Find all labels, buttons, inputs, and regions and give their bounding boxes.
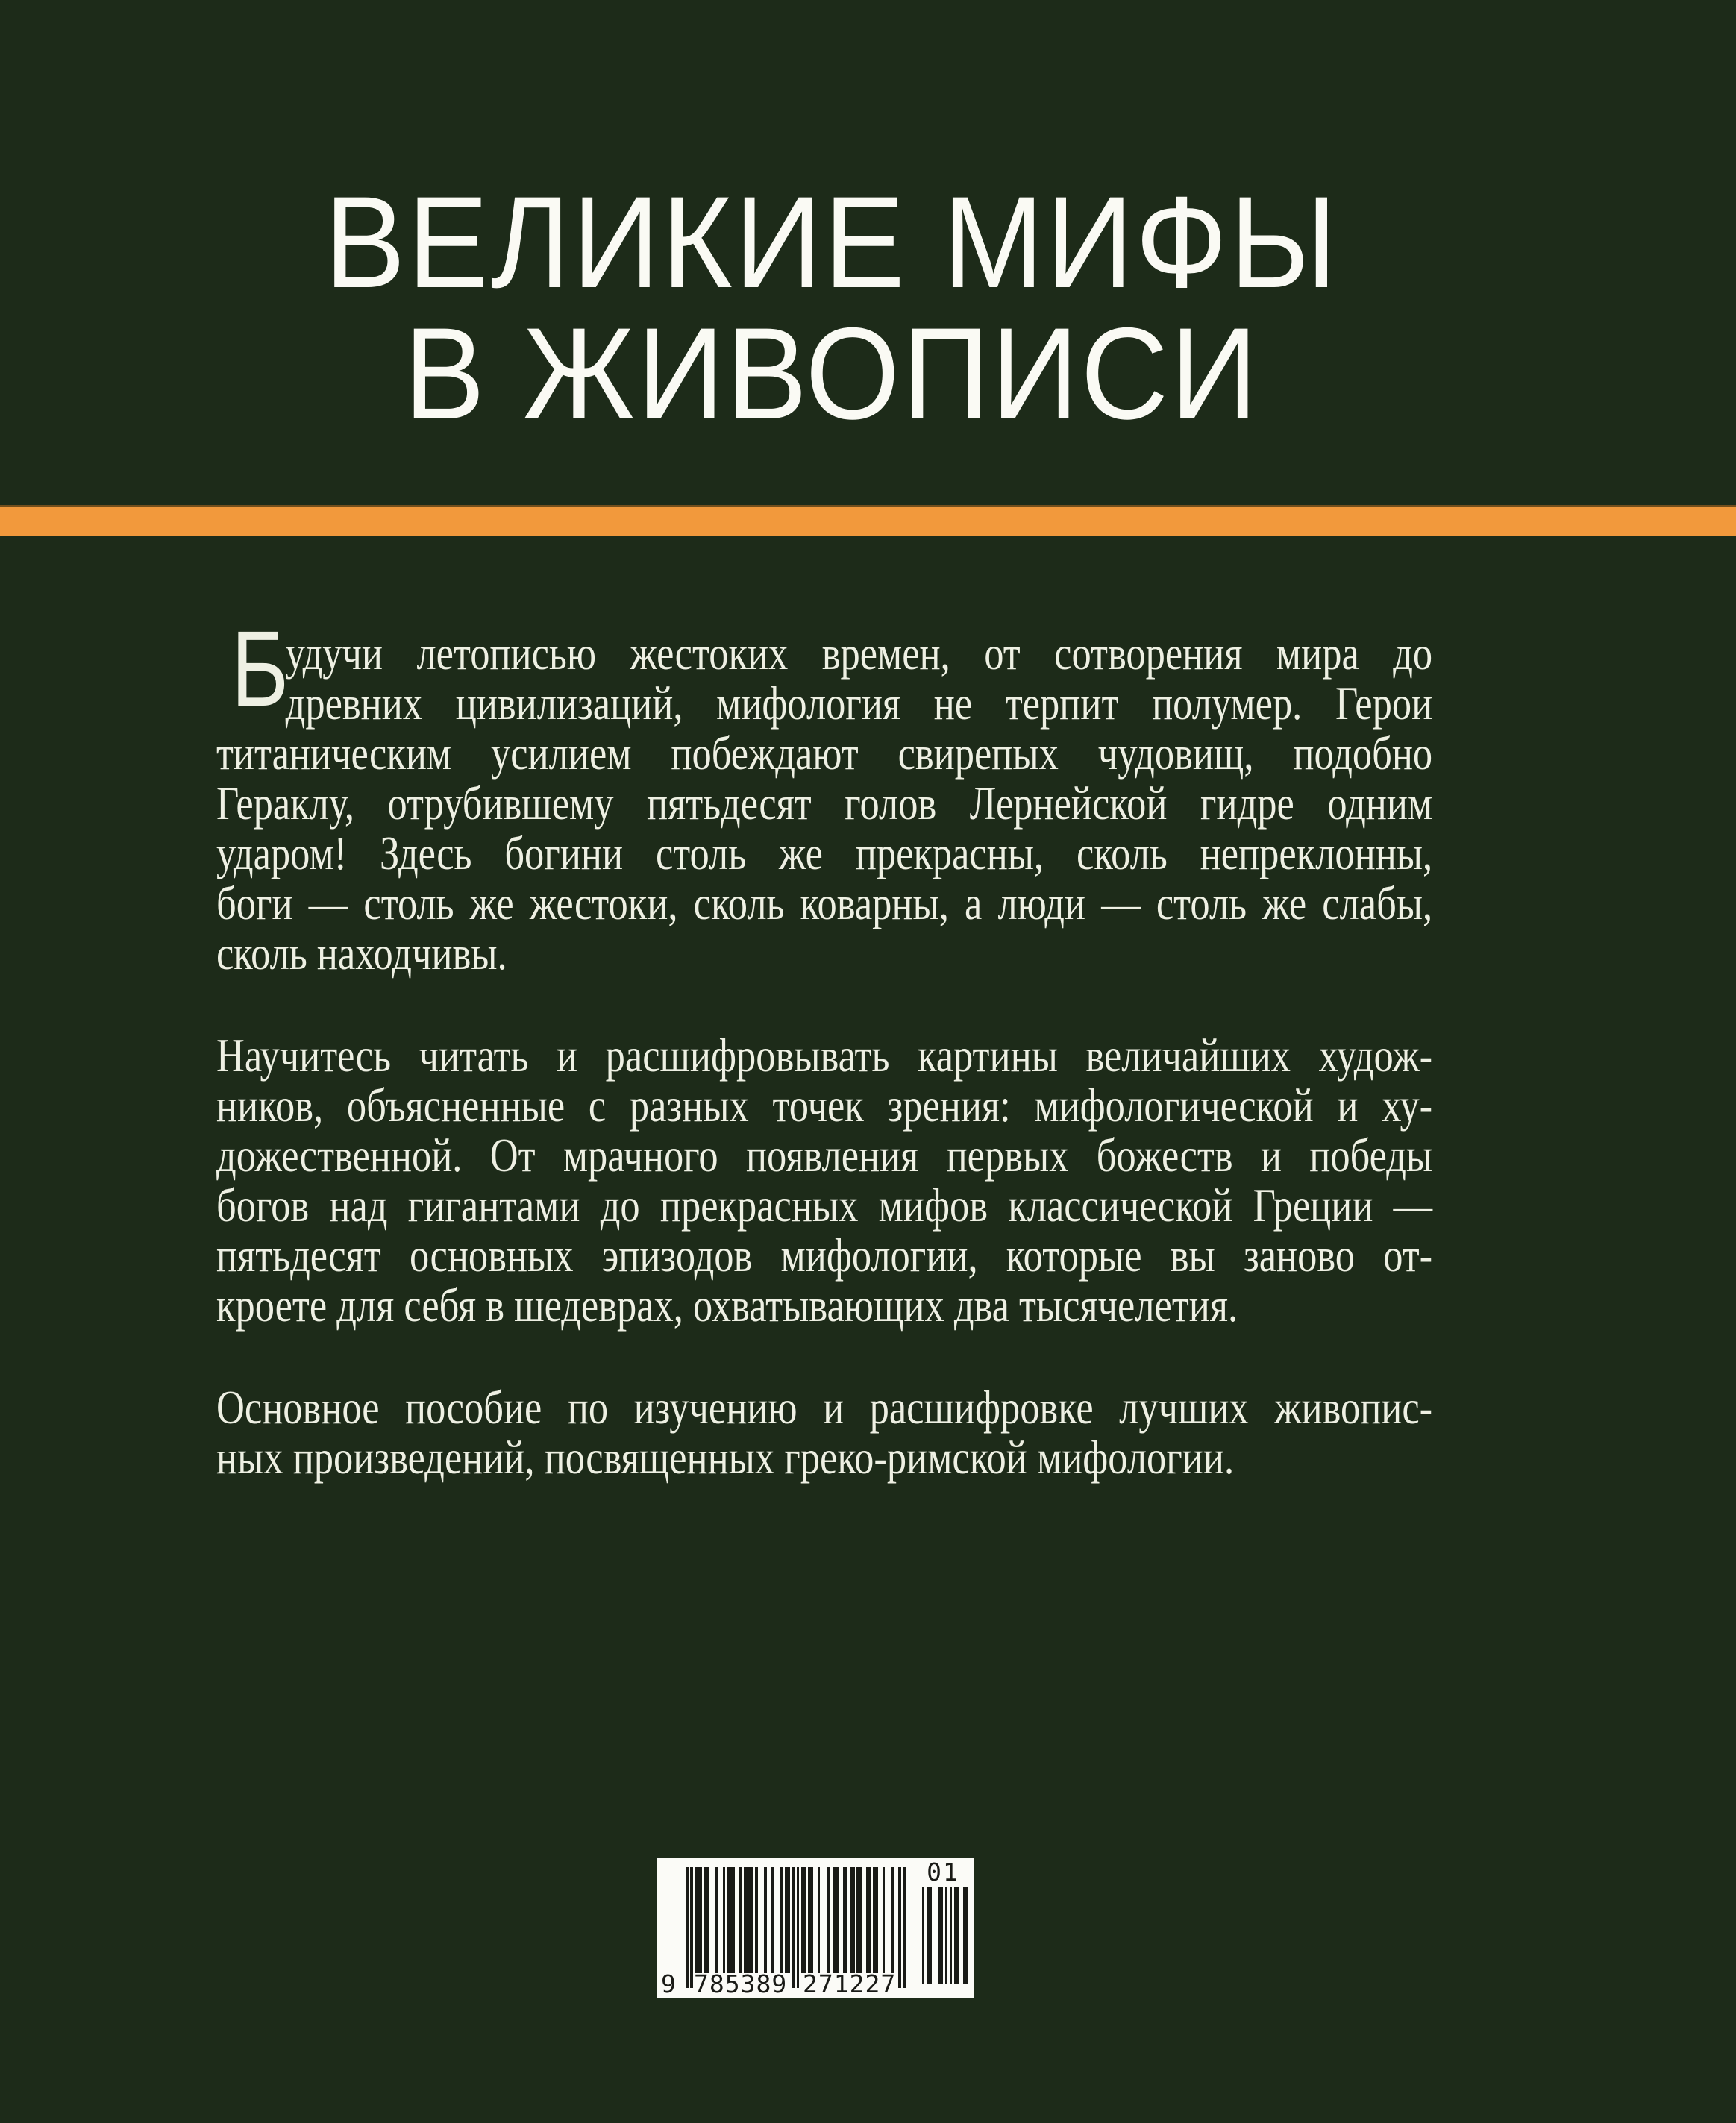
- blurb-paragraph: [216, 1030, 1432, 1330]
- blurb-line: сколь находчивы.: [216, 926, 507, 979]
- blurb-line: титаническим усилием побеждают свирепых чудовищ, подобно: [216, 727, 1433, 780]
- barcode-bar: [700, 1867, 703, 1973]
- blurb-line: кроете для себя в шедеврах, охватывающих два тысячелетия.: [216, 1279, 1238, 1332]
- barcode-bar: [965, 1887, 968, 1984]
- title-line-1: ВЕЛИКИЕ МИФЫ: [324, 170, 1340, 316]
- barcode-bar: [780, 1867, 783, 1973]
- barcode-bar: [883, 1867, 886, 1973]
- barcode-bar: [764, 1867, 767, 1973]
- barcode-bar: [751, 1867, 753, 1973]
- blurb-line: Основное пособие по изучению и расшифровке лучших живопис-: [216, 1381, 1433, 1434]
- blurb-line: боги — столь же жестоки, сколь коварны, а люди — столь же слабы,: [216, 877, 1433, 929]
- barcode-bar: [845, 1867, 848, 1973]
- blurb-line: дожественной. От мрачного появления первых божеств и победы: [216, 1129, 1433, 1182]
- barcode-bar: [868, 1867, 871, 1973]
- barcode-bar: [940, 1887, 942, 1984]
- title-line-2: В ЖИВОПИСИ: [404, 301, 1260, 447]
- barcode-bar: [859, 1867, 862, 1973]
- barcode-bar: [818, 1867, 821, 1973]
- barcode-bar: [810, 1867, 813, 1973]
- barcode-bar: [827, 1867, 830, 1973]
- barcode-bar: [690, 1867, 693, 1988]
- barcode-bar: [922, 1887, 924, 1984]
- blurb-line: ников, объясненные с разных точек зрения: мифологической и ху-: [216, 1079, 1433, 1132]
- barcode-bar: [852, 1867, 855, 1973]
- barcode-bar: [875, 1867, 878, 1973]
- barcode-bar: [723, 1867, 726, 1973]
- blurb-line: Гераклу, отрубившему пятьдесят голов Лернейской гидре одним: [216, 777, 1433, 830]
- barcode-bar: [803, 1867, 806, 1973]
- blurb-paragraph: [216, 1382, 1432, 1482]
- blurb-line: удучи летописью жестоких времен, от сотворения мира до: [285, 627, 1433, 680]
- barcode-bar: [797, 1867, 800, 1988]
- barcode-bar: [706, 1867, 709, 1973]
- barcode-bar: [950, 1887, 952, 1984]
- isbn-right-group: 271227: [803, 1969, 897, 1998]
- barcode-panel: [657, 1858, 974, 1998]
- barcode-bar: [732, 1867, 735, 1973]
- barcode-bar: [739, 1867, 742, 1973]
- drop-cap: Б: [231, 609, 289, 729]
- barcode-bar: [787, 1867, 790, 1973]
- isbn-first-digit: 9: [661, 1969, 677, 1998]
- barcode-bar: [755, 1867, 758, 1973]
- barcode-bar: [898, 1867, 901, 1988]
- blurb-paragraph: [216, 609, 1433, 979]
- barcode-bar: [792, 1867, 795, 1988]
- blurb-line: ударом! Здесь богини столь же прекрасны, сколь непреклонны,: [216, 827, 1433, 879]
- blurb-line: древних цивилизаций, мифология не терпит полумер. Герои: [285, 677, 1433, 730]
- barcode-bar: [945, 1887, 947, 1984]
- isbn-left-group: 785389: [694, 1969, 788, 1998]
- barcode-addon-bars: [920, 1887, 966, 1984]
- barcode-bar: [891, 1867, 894, 1973]
- blurb-line: богов над гигантами до прекрасных мифов классической Греции —: [216, 1179, 1433, 1232]
- barcode-bar: [836, 1867, 839, 1973]
- blurb-line: пятьдесят основных эпизодов мифологии, которые вы заново от-: [216, 1229, 1433, 1282]
- book-title: [58, 170, 1605, 447]
- blurb-line: Научитесь читать и расшифровывать картины величайших худож-: [216, 1029, 1433, 1082]
- barcode-addon-label: 01: [927, 1857, 959, 1887]
- barcode-bar: [903, 1867, 906, 1988]
- blurb-text: [216, 609, 1433, 1484]
- barcode-bar: [929, 1887, 931, 1984]
- barcode-bar: [715, 1867, 718, 1973]
- accent-stripe: [0, 505, 1736, 536]
- blurb-line: ных произведений, посвященных греко-римской мифологии.: [216, 1431, 1235, 1484]
- barcode-bar: [686, 1867, 689, 1988]
- barcode-bar: [956, 1887, 959, 1984]
- barcode-bar: [771, 1867, 774, 1973]
